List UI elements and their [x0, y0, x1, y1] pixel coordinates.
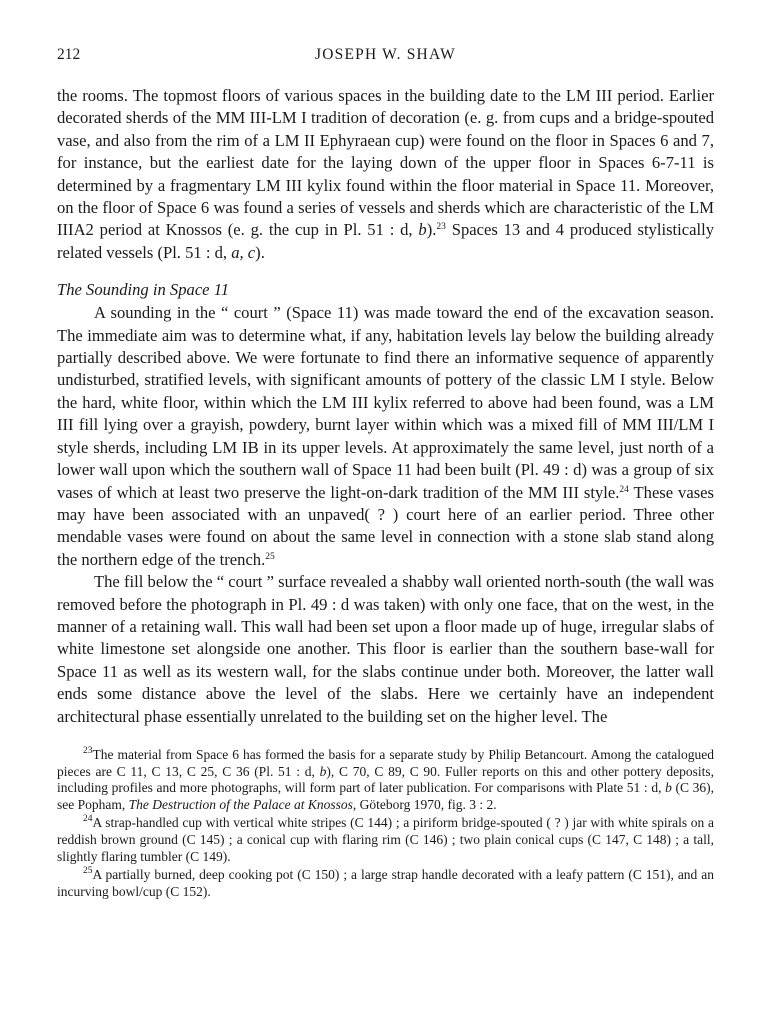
footnote-23: $^{23}$The material from Space 6 has formed the basis for a separate study by Philip Betancourt. Among the catalogued pieces are C 11, C 13, C 25, C 36 (Pl. 51 : d, b), C 70, C 89, C 90. Fuller reports on this and other pottery deposits, including profiles and more photographs, will form part of later publication. For comparisons with Plate 51 : d, b (C 36), see Popham, The Destruction of the Palace at Knossos, Göteborg 1970, fig. 3 : 2.	[57, 745, 715, 812]
paragraph-fill: The fill below the “ court ” surface revealed a shabby wall oriented north-south (the wall was removed before the photograph in Pl. 49 : d was taken) with only one face, that on the west, in the manner of a retaining wall. This wall had been set upon a floor made up of huge, irregular slabs of white limestone set alongside one another. This floor is earlier than the southern base-wall for Space 11 as well as its western wall, for the slabs continue under both. Moreover, the latter wall ends some distance above the level of the slabs. Here we certainly have an independent architectural phase essentially unrelated to the building set on the higher level. The	[57, 572, 714, 726]
page	[57, 40, 714, 902]
footnotes	[57, 747, 714, 900]
page-header	[57, 40, 714, 68]
footnote-25: $^{25}$A partially burned, deep cooking pot (C 150) ; a large strap handle decorated with a leafy pattern (C 151), and an incurving bowl/cup (C 152).	[57, 866, 714, 899]
paragraph-sounding: A sounding in the “ court ” (Space 11) was made toward the end of the excavation season. The immediate aim was to determine what, if any, habitation levels lay below the building already partially described above. We were fortunate to find there an informative sequence of apparently undisturbed, stratified levels, with significant amounts of pottery of the classic LM I style. Below the hard, white floor, within which the LM III kylix referred to above had been found, was a LM III fill lying over a grayish, powdery, burnt layer within which was a mixed fill of MM III/LM I style sherds, including LM IB in its upper levels. At approximately the same level, just north of a lower wall upon which the southern wall of Space 11 had been built (Pl. 49 : d) was a group of six vases of which at least two preserve the light-on-dark tradition of the MM III style.$^{24}$ These vases may have been associated with an unpaved( ? ) court here of an earlier period. Three other mendable vases were found on about the same level in connection with a stone slab stand along the northern edge of the trench.$^{25}$	[57, 303, 714, 569]
footnote-ref-23[interactable]: 23	[436, 222, 446, 233]
footnote-ref-25[interactable]: 25	[265, 551, 275, 562]
paragraph-continuation: the rooms. The topmost floors of various spaces in the building date to the LM III period. Earlier decorated sherds of the MM III-LM I tradition of decoration (e. g. from cups and a bridge-spouted vase, and also from the rim of a LM II Ephyraean cup) were found on the floor in Spaces 6 and 7, for instance, but the earliest date for the laying down of the upper floor in Spaces 6-7-11 is determined by a fragmentary LM III kylix found within the floor material in Space 11. Moreover, on the floor of Space 6 was found a series of vessels and sherds which are characteristic of the LM IIIA2 period at Knossos (e. g. the cup in Pl. 51 : d, b).$^{23}$ Spaces 13 and 4 produced stylistically related vessels (Pl. 51 : d, a, c).	[57, 86, 714, 262]
page-number: 212	[57, 46, 81, 63]
footnote-24: $^{24}$A strap-handled cup with vertical white stripes (C 144) ; a piriform bridge-spouted ( ? ) jar with white spirals on a reddish brown ground (C 145) ; a conical cup with flaring rim (C 146) ; two plain conical cups (C 147, C 148) ; a tall, slightly flaring tumbler (C 149).	[57, 814, 714, 864]
footnote-ref-24[interactable]: 24	[619, 484, 629, 495]
running-head: JOSEPH W. SHAW	[315, 46, 456, 63]
section-heading: The Sounding in Space 11	[57, 280, 230, 300]
body-text	[57, 85, 714, 728]
